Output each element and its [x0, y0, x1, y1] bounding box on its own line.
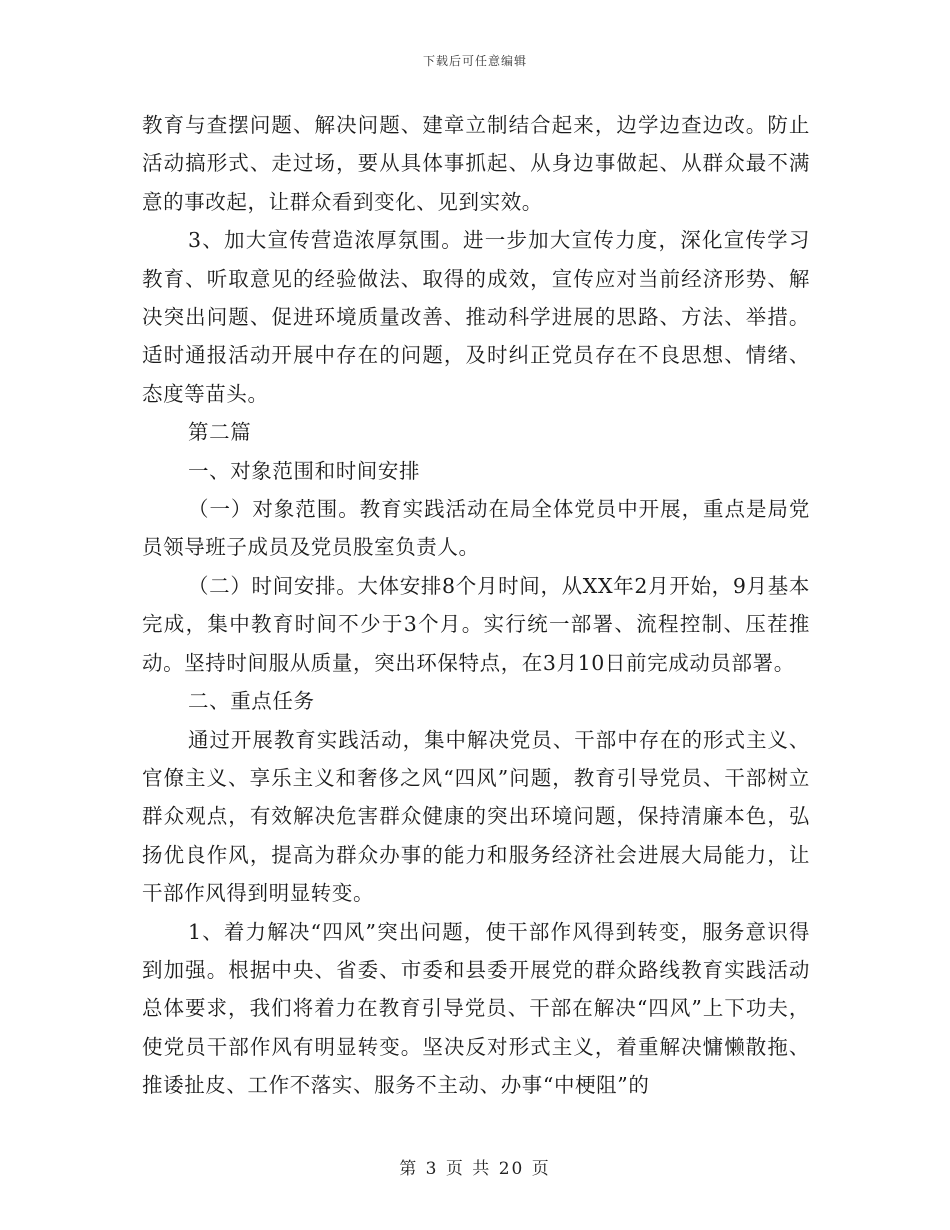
- paragraph-1: 教育与查摆问题、解决问题、建章立制结合起来，边学边查边改。防止活动搞形式、走过场，要从具体事抓起、从身边事做起、从群众最不满意的事改起，让群众看到变化、见到实效。: [142, 113, 810, 214]
- heading-key-tasks: 二、重点任务: [188, 689, 315, 714]
- heading-scope-and-schedule: 一、对象范围和时间安排: [188, 458, 421, 483]
- paragraph-2: 3、加大宣传营造浓厚氛围。进一步加大宣传力度，深化宣传学习教育、听取意见的经验做法、取得的成效，宣传应对当前经济形势、解决突出问题、促进环境质量改善、推动科学进展的思路、方法、举措。适时通报活动开展中存在的问题，及时纠正党员存在不良思想、情绪、态度等苗头。: [142, 228, 810, 406]
- page-footer: 第 3 页 共 20 页: [399, 1159, 551, 1179]
- paragraph-schedule: （二）时间安排。大体安排8个月时间，从XX年2月开始，9月基本完成，集中教育时间不少于3个月。实行统一部署、流程控制、压茬推动。坚持时间服从质量，突出环保特点，在3月10日前完成动员部署。: [142, 573, 810, 675]
- document-body: [142, 106, 810, 1105]
- paragraph-key-tasks: 通过开展教育实践活动，集中解决党员、干部中存在的形式主义、官僚主义、享乐主义和奢侈之风“四风”问题，教育引导党员、干部树立群众观点，有效解决危害群众健康的突出环境问题，保持清廉本色，弘扬优良作风，提高为群众办事的能力和服务经济社会进展大局能力，让干部作风得到明显转变。: [142, 727, 810, 906]
- section-heading-part-two: 第二篇: [188, 420, 252, 445]
- page-header: 下载后可任意编辑: [422, 54, 527, 68]
- paragraph-task-1: 1、着力解决“四风”突出问题，使干部作风得到转变，服务意识得到加强。根据中央、省委、市委和县委开展党的群众路线教育实践活动总体要求，我们将着力在教育引导党员、干部在解决“四风”上下功夫，使党员干部作风有明显转变。坚决反对形式主义，着重解决慵懒散拖、推诿扯皮、工作不落实、服务不主动、办事“中梗阻”的: [142, 919, 810, 1098]
- paragraph-scope: （一）对象范围。教育实践活动在局全体党员中开展，重点是局党员领导班子成员及党员股室负责人。: [142, 497, 810, 560]
